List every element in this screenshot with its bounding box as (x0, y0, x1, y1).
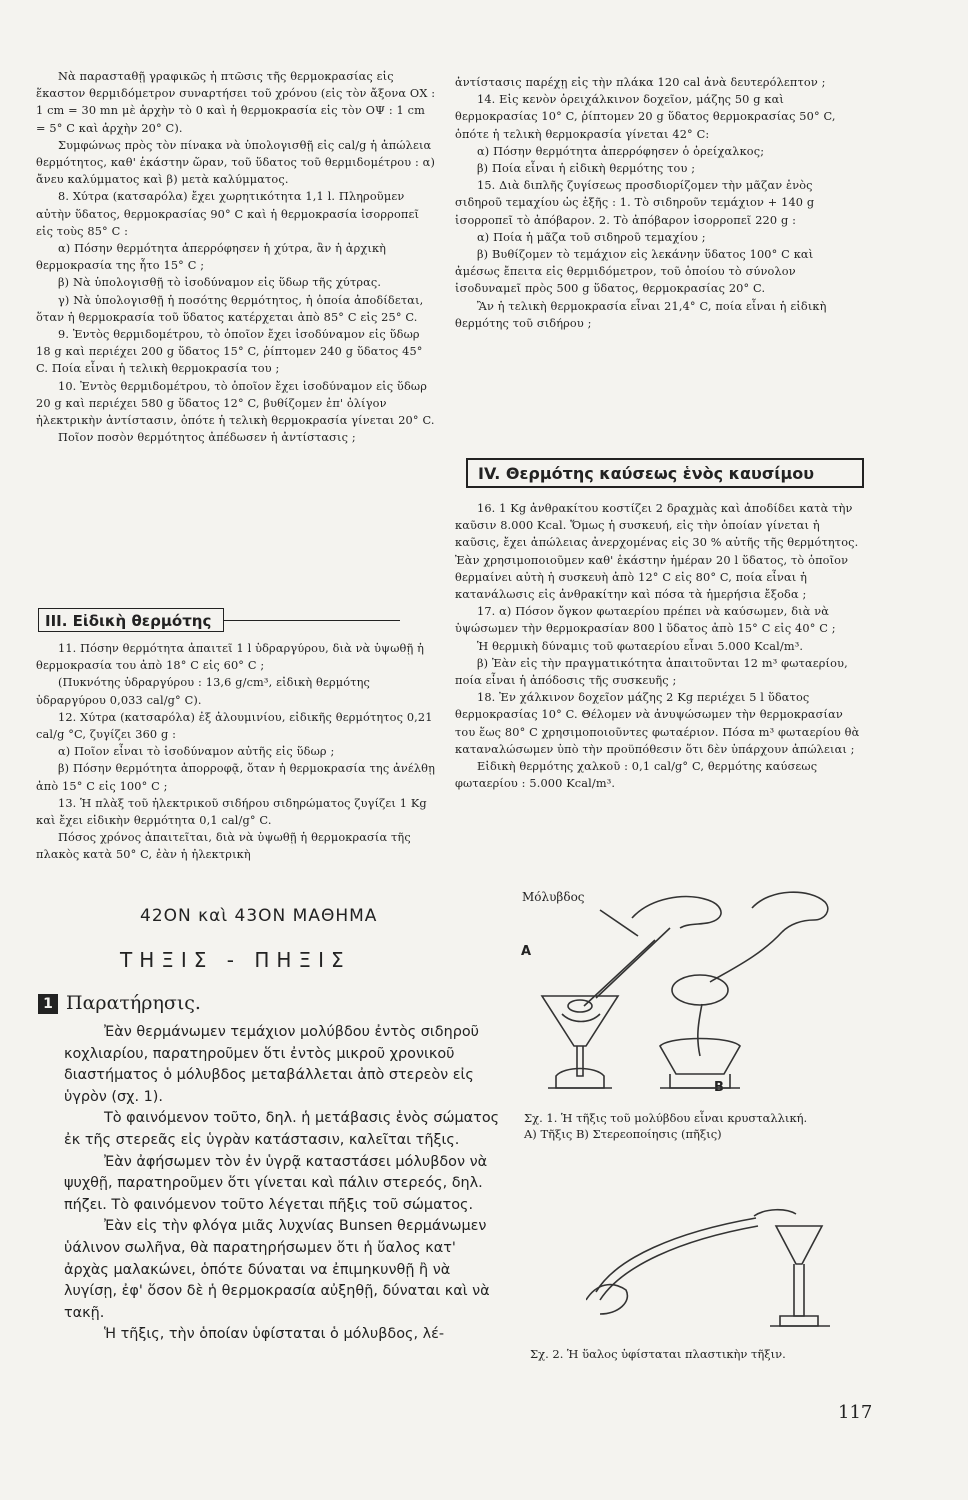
figure1-caption-line: Σχ. 1. Ἡ τῆξις τοῦ μολύβδου εἶναι κρυσταλλική. (524, 1111, 808, 1125)
section-iv-heading: IV. Θερμότης καύσεως ἑνὸς καυσίμου (466, 458, 864, 488)
exercise-14: 14. Εἰς κενὸν ὀρειχάλκινον δοχεῖον, μάζης 50 g καὶ θερμοκρασίας 10° C, ῥίπτομεν 20 g ὕδατος θερμοκρασίας 50° C, ὁπότε ἡ τελικὴ θερμοκρασία γίνεται 42° C: (455, 93, 836, 141)
observation-paragraph: Ἐὰν ἀφήσωμεν τὸν ἐν ὑγρᾷ καταστάσει μόλυβδον νὰ ψυχθῇ, παρατηροῦμεν ὅτι γίνεται καὶ πάλιν στερεός, δηλ. πήζει. Τὸ φαινόμενον τοῦτο λέγεται πῆξις τοῦ σώματος. (64, 1153, 488, 1213)
observation-paragraph: Τὸ φαινόμενον τοῦτο, δηλ. ἡ μετάβασις ἑνὸς σώματος ἐκ τῆς στερεᾶς εἰς ὑγρὰν κατάστασιν, καλεῖται τῆξις. (64, 1110, 500, 1148)
observation-heading (38, 992, 201, 1014)
exercise-10-question: Ποῖον ποσὸν θερμότητος ἀπέδωσεν ἡ ἀντίστασις ; (58, 431, 356, 445)
exercise-15a: α) Ποία ἡ μᾶζα τοῦ σιδηροῦ τεμαχίου ; (477, 230, 706, 244)
exercise-15-question: Ἂν ἡ τελικὴ θερμοκρασία εἶναι 21,4° C, ποία εἶναι ἡ εἰδικὴ θερμότης τοῦ σιδήρου ; (455, 299, 827, 330)
exercise-11-data: (Πυκνότης ὑδραργύρου : 13,6 g/cm³, εἰδικὴ θερμότης ὑδραργύρου 0,033 cal/g° C). (36, 676, 371, 707)
figure1-label-b: B (714, 1080, 724, 1095)
exercise-11: 11. Πόσην θερμότητα ἀπαιτεῖ 1 l ὑδραργύρου, διὰ νὰ ὑψωθῇ ἡ θερμοκρασία του ἀπὸ 18° C εἰς 60° C ; (36, 642, 425, 673)
left-column-exercises (36, 68, 436, 446)
right-column-exercises (455, 74, 860, 332)
exercise-14b: β) Ποία εἶναι ἡ εἰδικὴ θερμότης του ; (477, 162, 696, 176)
observation-body (64, 1022, 504, 1346)
left-column-exercises-2 (36, 640, 436, 864)
exercise-10: 10. Ἐντὸς θερμιδομέτρου, τὸ ὁποῖον ἔχει ἰσοδύναμον εἰς ὕδωρ 20 g καὶ περιέχει 580 g ὕδατος 12° C, βυθίζομεν ἐπ' ὀλίγον ἠλεκτρικὴν ἀντίστασιν, ὁπότε ἡ τελικὴ θερμοκρασία γίνεται 20° C. (36, 379, 435, 428)
exercise-16: 16. 1 Kg ἀνθρακίτου κοστίζει 2 δραχμὰς καὶ ἀποδίδει κατὰ τὴν καῦσιν 8.000 Kcal. Ὅμως ἡ συσκευή, εἰς τὴν ὁποίαν γίνεται ἡ καῦσις, ἔχει ἀπώλειας ἀνερχομένας εἰς 30 % αὐτῆς τῆς θερμότητος. Ἐὰν χρησιμοποιοῦμεν καθ' ἑκάστην ἡμέραν 20 l ὕδατος, τὸ ὁποῖον θερμαίνει αὐτὴ ἡ συσκευὴ ἀπὸ 12° C εἰς 80° C, ποία εἶναι ἡ κατανάλωσις εἰς ἀνθρακίτην καὶ πόσα τὰ ἡμερήσια ἔξοδα ; (455, 502, 859, 602)
figure1-label-a: A (521, 944, 532, 959)
observation-paragraph: Ἡ τῆξις, τὴν ὁποίαν ὑφίσταται ὁ μόλυβδος, λέ- (104, 1326, 445, 1343)
section-number-badge: 1 (38, 994, 58, 1014)
exercise-13: 13. Ἡ πλὰξ τοῦ ἠλεκτρικοῦ σιδήρου σιδηρώματος ζυγίζει 1 Kg καὶ ἔχει εἰδικὴν θερμότητα 0,1 cal/g° C. (36, 796, 427, 828)
exercise-17b: β) Ἐὰν εἰς τὴν πραγματικότητα ἀπαιτοῦνται 12 m³ φωταερίου, ποία εἶναι ἡ ἀπόδοσις τῆς συσκευῆς ; (455, 656, 848, 688)
lesson-subtitle: ΤΗΞΙΣ - ΠΗΞΙΣ (120, 948, 351, 972)
lesson-title: 42ΟΝ καὶ 43ΟΝ ΜΑΘΗΜΑ (140, 906, 378, 926)
exercise-18-data: Εἰδικὴ θερμότης χαλκοῦ : 0,1 cal/g° C, θερμότης καύσεως φωταερίου : 5.000 Kcal/m³. (455, 760, 818, 791)
section-rule (224, 620, 400, 621)
observation-heading-text: Παρατήρησις. (66, 992, 201, 1014)
exercise-8a: α) Πόσην θερμότητα ἀπερρόφησεν ἡ χύτρα, ἂν ἡ ἀρχικὴ θερμοκρασία της ἦτο 15° C ; (36, 242, 387, 273)
figure1-lead-label: Μόλυβδος (522, 890, 585, 904)
exercise-8: 8. Χύτρα (κατσαρόλα) ἔχει χωρητικότητα 1,1 l. Πληροῦμεν αὐτὴν ὕδατος, θερμοκρασίας 90° C καὶ ἡ θερμοκρασία ἰσορροπεῖ εἰς τοὺς 85° C : (36, 190, 420, 238)
exercise-12a: α) Ποῖον εἶναι τὸ ἰσοδύναμον αὐτῆς εἰς ὕδωρ ; (58, 745, 335, 759)
exercise-8b: β) Νὰ ὑπολογισθῇ τὸ ἰσοδύναμον εἰς ὕδωρ τῆς χύτρας. (58, 276, 382, 290)
exercise-18: 18. Ἐν χάλκινον δοχεῖον μάζης 2 Kg περιέχει 5 l ὕδατος θερμοκρασίας 10° C. Θέλομεν νὰ ἀνυψώσωμεν τὴν θερμοκρασίαν του ἕως 80° C χρησιμοποιοῦντες φωταέριον. Πόσα m³ φωταερίου θὰ καταναλώσωμεν ὑπὸ τὴν προϋπόθεσιν ὅτι δὲν ὑπάρχουν ἀπώλειαι ; (455, 691, 860, 756)
observation-paragraph: Ἐὰν θερμάνωμεν τεμάχιον μολύβδου ἐντὸς σιδηροῦ κοχλιαρίου, παρατηροῦμεν ὅτι ἐντὸς μικροῦ χρονικοῦ διαστήματος ὁ μόλυβδος μεταβάλλεται ἀπὸ στερεὸν εἰς ὑγρὸν (σχ. 1). (64, 1024, 479, 1105)
exercise-13-cont: ἀντίστασις παρέχῃ εἰς τὴν πλάκα 120 cal ἀνὰ δευτερόλεπτον ; (455, 76, 826, 89)
exercise-12b: β) Πόσην θερμότητα ἀπορροφᾷ, ὅταν ἡ θερμοκρασία της ἀνέλθῃ ἀπὸ 15° C εἰς 100° C ; (36, 762, 436, 793)
exercise-17-data: Ἡ θερμικὴ δύναμις τοῦ φωταερίου εἶναι 5.000 Kcal/m³. (477, 639, 804, 653)
observation-paragraph: Ἐὰν εἰς τὴν φλόγα μιᾶς λυχνίας Bunsen θερμάνωμεν ὑάλινον σωλῆνα, θὰ παρατηρήσωμεν ὅτι ἡ ὕαλος κατ' ἀρχὰς μαλακώνει, ὁπότε δύναται να ἐπιμηκυνθῇ ἢ νὰ λυγίσῃ, ἐφ' ὅσον δὲ ἡ θερμοκρασία αὐξηθῇ, δύναται καὶ νὰ τακῇ. (64, 1218, 490, 1321)
exercise-14a: α) Πόσην θερμότητα ἀπερρόφησεν ὁ ὀρείχαλκος; (477, 144, 765, 158)
exercise-13-question: Πόσος χρόνος ἀπαιτεῖται, διὰ νὰ ὑψωθῇ ἡ θερμοκρασία τῆς πλακὸς κατὰ 50° C, ἐὰν ἡ ἠλεκτρικὴ (36, 831, 411, 862)
figure1-illustration (520, 878, 865, 1103)
exercise-9: 9. Ἐντὸς θερμιδομέτρου, τὸ ὁποῖον ἔχει ἰσοδύναμον εἰς ὕδωρ 18 g καὶ περιέχει 200 g ὕδατος 15° C, ῥίπτομεν 240 g ὕδατος 45° C. Ποία εἶναι ἡ τελικὴ θερμοκρασία του ; (36, 328, 423, 376)
exercise-12: 12. Χύτρα (κατσαρόλα) ἐξ ἀλουμινίου, εἰδικῆς θερμότητος 0,21 cal/g °C, ζυγίζει 360 g : (36, 710, 433, 742)
paragraph: Συμφώνως πρὸς τὸν πίνακα νὰ ὑπολογισθῇ εἰς cal/g ἡ ἀπώλεια θερμότητος, καθ' ἑκάστην ὥραν, τοῦ ὕδατος τοῦ θερμιδομέτρου : α) ἄνευ καλύμματος καὶ β) μετὰ καλύμματος. (36, 138, 436, 187)
figure2-illustration (586, 1166, 864, 1336)
figure1-caption (524, 1110, 864, 1142)
paragraph: Νὰ παρασταθῇ γραφικῶς ἡ πτῶσις τῆς θερμοκρασίας εἰς ἕκαστον θερμιδόμετρον συναρτήσει τοῦ χρόνου (εἰς τὸν ἄξονα ΟΧ : 1 cm = 30 mn μὲ ἀρχὴν τὸ 0 καὶ ἡ θερμοκρασία εἰς τὸν ΟΨ : 1 cm = 5° C καὶ ἀρχὴν 20° C). (36, 70, 436, 135)
exercise-17: 17. α) Πόσον ὄγκον φωταερίου πρέπει νὰ καύσωμεν, διὰ νὰ ὑψώσωμεν τὴν θερμοκρασίαν 800 l ὕδατος ἀπὸ 15° C εἰς 40° C ; (455, 605, 836, 636)
exercise-15: 15. Διὰ διπλῆς ζυγίσεως προσδιορίζομεν τὴν μᾶζαν ἑνὸς σιδηροῦ τεμαχίου ὡς ἑξῆς : 1. Τὸ σιδηροῦν τεμάχιον + 140 g ἰσορροπεῖ τὸ ἀπόβαρον. 2. Τὸ ἀπόβαρον ἰσορροπεῖ 220 g : (455, 179, 815, 227)
page-number: 117 (838, 1402, 873, 1423)
exercise-15b: β) Βυθίζομεν τὸ τεμάχιον εἰς λεκάνην ὕδατος 100° C καὶ ἀμέσως ἔπειτα εἰς θερμιδόμετρον, τοῦ ὁποίου τὸ σύνολον ἰσοδυναμεῖ πρὸς 500 g ὕδατος, θερμοκρασίας 20° C. (455, 248, 814, 296)
right-column-exercises-2 (455, 500, 860, 792)
figure2-caption: Σχ. 2. Ἡ ὕαλος ὑφίσταται πλαστικὴν τῆξιν. (530, 1347, 786, 1361)
exercise-8c: γ) Νὰ ὑπολογισθῇ ἡ ποσότης θερμότητος, ἡ ὁποία ἀποδίδεται, ὅταν ἡ θερμοκρασία τοῦ ὕδατος κατέρχεται ἀπὸ 85° C εἰς 25° C. (36, 293, 424, 324)
figure1-caption-line: Α) Τῆξις Β) Στερεοποίησις (πῆξις) (524, 1127, 722, 1141)
section-iii-heading: III. Εἰδικὴ θερμότης (38, 608, 224, 632)
